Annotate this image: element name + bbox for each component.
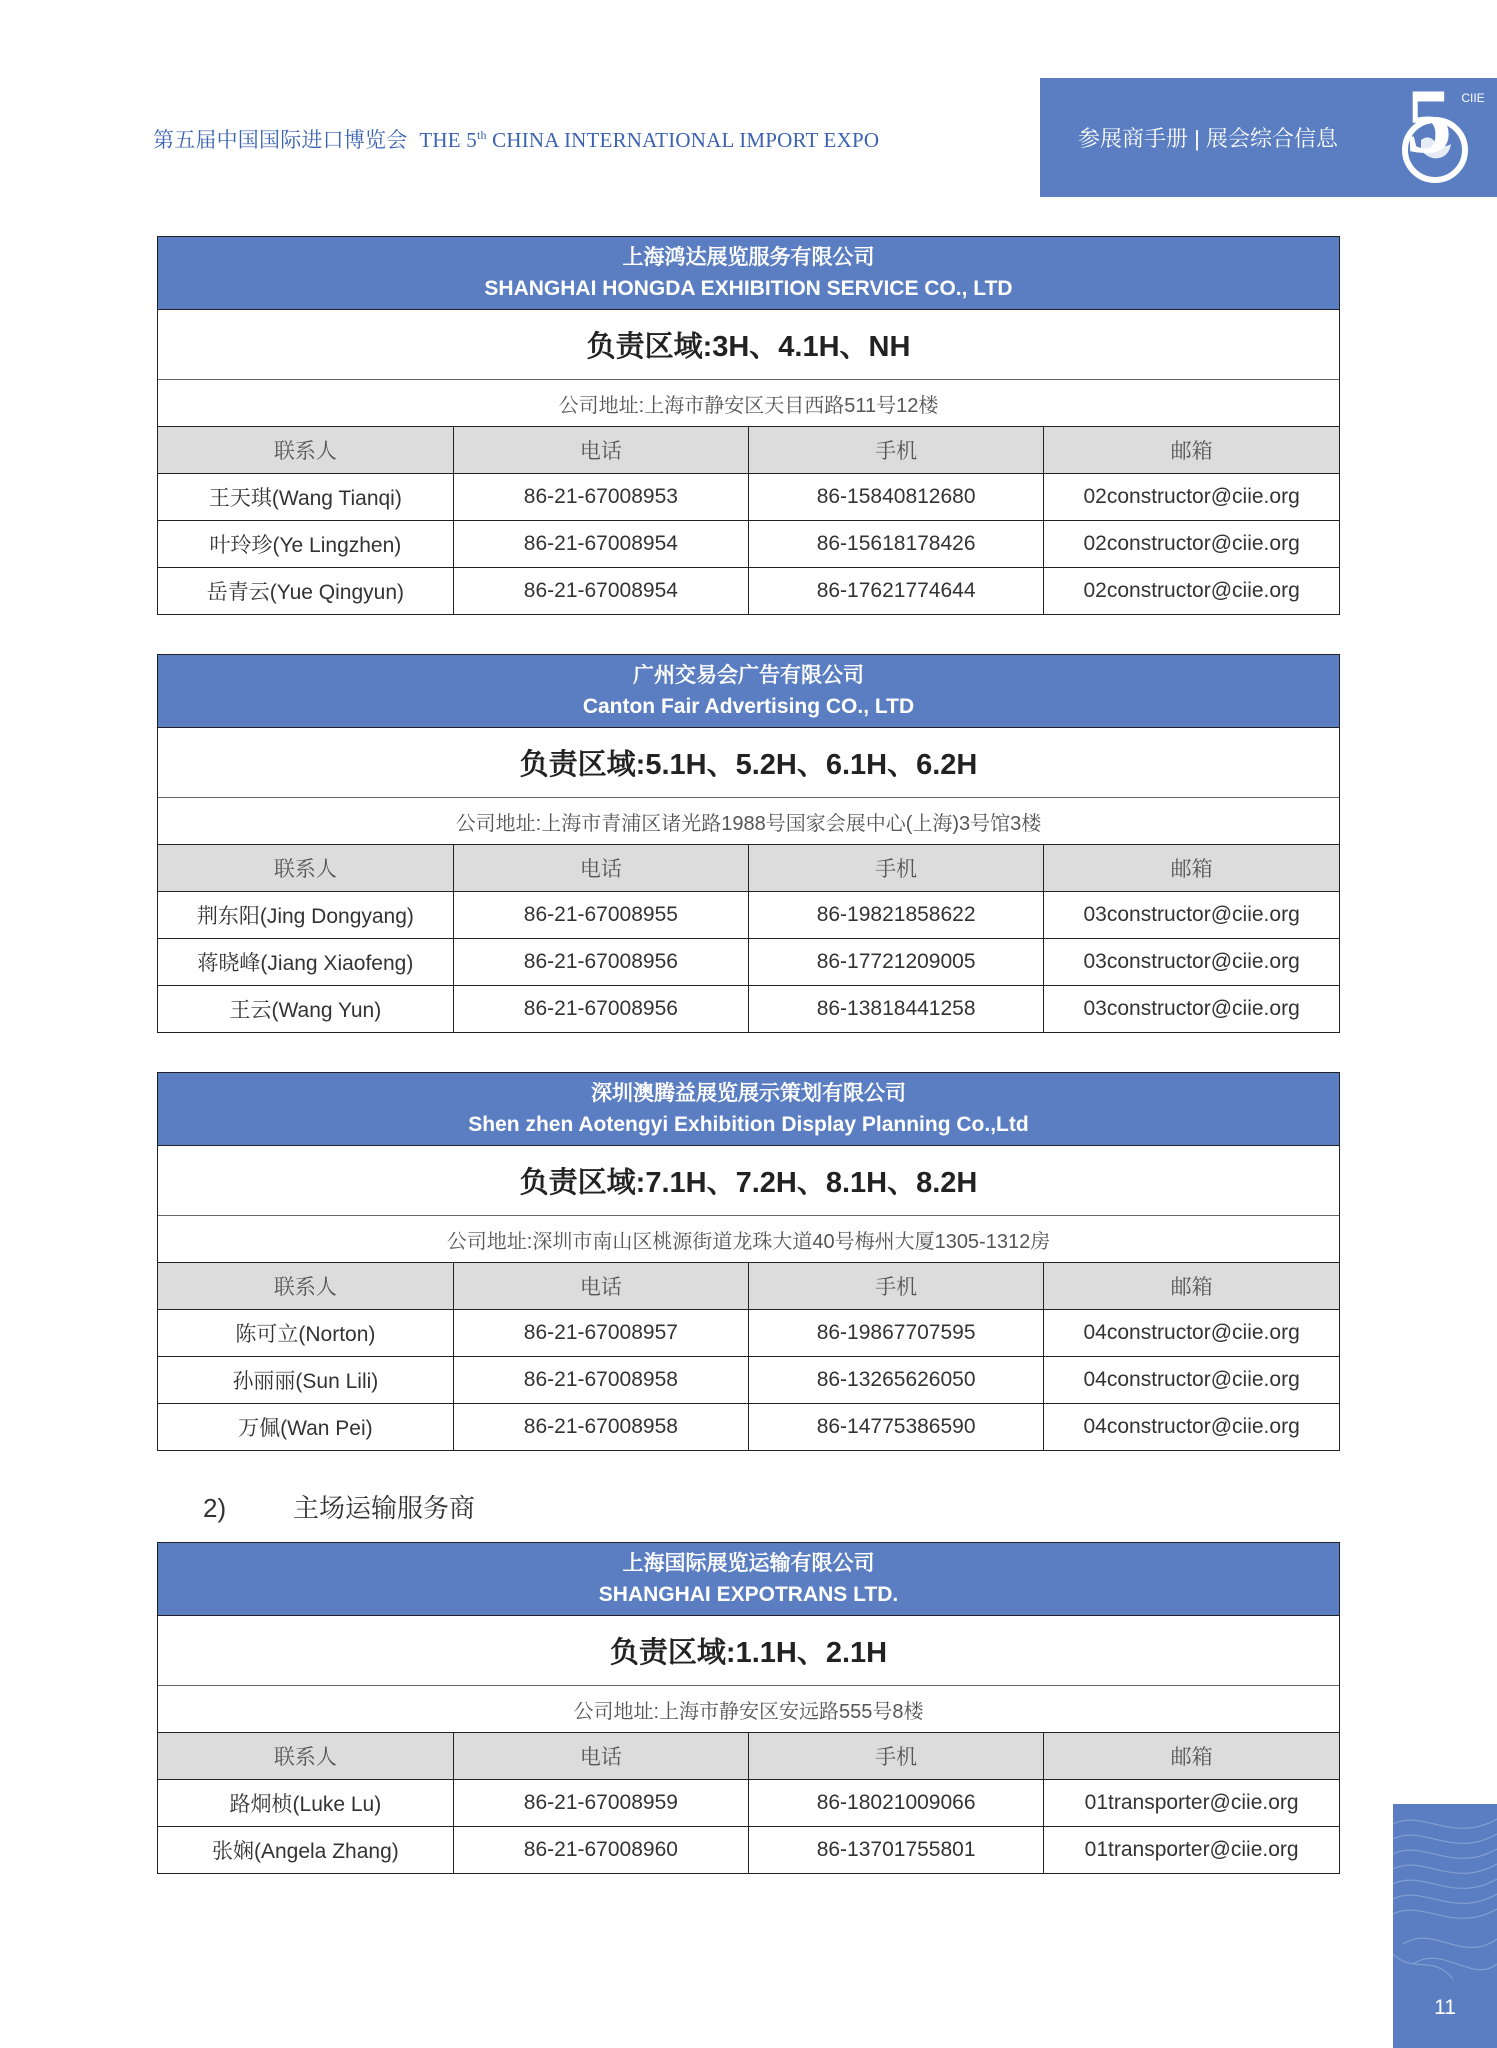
- contact-mobile: 86-18021009066: [749, 1780, 1044, 1827]
- contact-email[interactable]: 02constructor@ciie.org: [1044, 568, 1339, 615]
- ciie-logo-icon: [1377, 78, 1497, 197]
- col-mobile: 手机: [749, 845, 1044, 892]
- contacts-table: [158, 427, 1339, 614]
- col-email: 邮箱: [1044, 427, 1339, 474]
- contact-email[interactable]: 02constructor@ciie.org: [1044, 521, 1339, 568]
- company-address: 公司地址:上海市静安区安远路555号8楼: [158, 1686, 1339, 1733]
- company-card: [157, 654, 1340, 1033]
- document-header-title: [153, 124, 879, 154]
- table-row: [158, 1310, 1339, 1357]
- section-number: 2): [203, 1493, 227, 1523]
- company-address: 公司地址:上海市静安区天目西路511号12楼: [158, 380, 1339, 427]
- contact-phone: 86-21-67008956: [453, 939, 748, 986]
- company-area: 负责区域:5.1H、5.2H、6.1H、6.2H: [158, 728, 1339, 798]
- contact-phone: 86-21-67008955: [453, 892, 748, 939]
- contact-mobile: 86-15618178426: [749, 521, 1044, 568]
- col-email: 邮箱: [1044, 1733, 1339, 1780]
- table-row: [158, 568, 1339, 615]
- contact-email[interactable]: 03constructor@ciie.org: [1044, 986, 1339, 1033]
- header-en-title: THE 5th CHINA INTERNATIONAL IMPORT EXPO: [419, 128, 880, 152]
- contact-email[interactable]: 01transporter@ciie.org: [1044, 1780, 1339, 1827]
- contact-phone: 86-21-67008958: [453, 1357, 748, 1404]
- table-row: [158, 939, 1339, 986]
- col-phone: 电话: [453, 1263, 748, 1310]
- contact-mobile: 86-19867707595: [749, 1310, 1044, 1357]
- contact-phone: 86-21-67008954: [453, 521, 748, 568]
- contact-mobile: 86-15840812680: [749, 474, 1044, 521]
- company-name-cn: 深圳澳腾益展览展示策划有限公司: [591, 1082, 906, 1105]
- contact-email[interactable]: 04constructor@ciie.org: [1044, 1404, 1339, 1451]
- table-row: [158, 1404, 1339, 1451]
- contact-phone: 86-21-67008957: [453, 1310, 748, 1357]
- col-mobile: 手机: [749, 1263, 1044, 1310]
- contact-name: 万佩(Wan Pei): [158, 1404, 453, 1451]
- col-phone: 电话: [453, 845, 748, 892]
- company-card: [157, 236, 1340, 615]
- contact-mobile: 86-17621774644: [749, 568, 1044, 615]
- contacts-table: [158, 845, 1339, 1032]
- table-header-row: [158, 845, 1339, 892]
- table-row: [158, 1357, 1339, 1404]
- company-name-en: SHANGHAI EXPOTRANS LTD.: [598, 1583, 899, 1606]
- contact-mobile: 86-13265626050: [749, 1357, 1044, 1404]
- company-name-cn: 上海鸿达展览服务有限公司: [622, 246, 875, 269]
- header-section-title: 参展商手册 | 展会综合信息: [1078, 126, 1338, 151]
- section-heading: [203, 1488, 475, 1525]
- contact-mobile: 86-14775386590: [749, 1404, 1044, 1451]
- company-name-en: SHANGHAI HONGDA EXHIBITION SERVICE CO., LTD: [484, 277, 1013, 300]
- company-name: [158, 1073, 1339, 1146]
- company-name: [158, 655, 1339, 728]
- page-number: 11: [1434, 1996, 1456, 2019]
- contact-phone: 86-21-67008954: [453, 568, 748, 615]
- company-name-en: Canton Fair Advertising CO., LTD: [582, 695, 915, 718]
- contact-name: 岳青云(Yue Qingyun): [158, 568, 453, 615]
- contact-mobile: 86-17721209005: [749, 939, 1044, 986]
- col-contact: 联系人: [158, 1733, 453, 1780]
- contact-phone: 86-21-67008959: [453, 1780, 748, 1827]
- company-area: 负责区域:1.1H、2.1H: [158, 1616, 1339, 1686]
- contact-name: 孙丽丽(Sun Lili): [158, 1357, 453, 1404]
- col-contact: 联系人: [158, 1263, 453, 1310]
- company-address: 公司地址:深圳市南山区桃源街道龙珠大道40号梅州大厦1305-1312房: [158, 1216, 1339, 1263]
- table-header-row: [158, 1733, 1339, 1780]
- company-name-en: Shen zhen Aotengyi Exhibition Display Planning Co.,Ltd: [468, 1113, 1029, 1136]
- company-name: [158, 1543, 1339, 1616]
- col-email: 邮箱: [1044, 1263, 1339, 1310]
- contact-phone: 86-21-67008956: [453, 986, 748, 1033]
- company-card: [157, 1542, 1340, 1874]
- col-mobile: 手机: [749, 1733, 1044, 1780]
- col-contact: 联系人: [158, 845, 453, 892]
- contact-email[interactable]: 02constructor@ciie.org: [1044, 474, 1339, 521]
- contact-name: 蒋晓峰(Jiang Xiaofeng): [158, 939, 453, 986]
- contacts-table: [158, 1263, 1339, 1450]
- contact-name: 张娴(Angela Zhang): [158, 1827, 453, 1874]
- company-card: [157, 1072, 1340, 1451]
- table-row: [158, 1827, 1339, 1874]
- header-section-box: [1040, 78, 1497, 197]
- contact-email[interactable]: 04constructor@ciie.org: [1044, 1357, 1339, 1404]
- contact-name: 陈可立(Norton): [158, 1310, 453, 1357]
- table-row: [158, 1780, 1339, 1827]
- company-area: 负责区域:7.1H、7.2H、8.1H、8.2H: [158, 1146, 1339, 1216]
- section-title: 主场运输服务商: [293, 1493, 476, 1523]
- contact-phone: 86-21-67008960: [453, 1827, 748, 1874]
- table-row: [158, 521, 1339, 568]
- col-phone: 电话: [453, 1733, 748, 1780]
- company-area: 负责区域:3H、4.1H、NH: [158, 310, 1339, 380]
- col-mobile: 手机: [749, 427, 1044, 474]
- table-row: [158, 892, 1339, 939]
- table-header-row: [158, 1263, 1339, 1310]
- contact-mobile: 86-13701755801: [749, 1827, 1044, 1874]
- contact-mobile: 86-13818441258: [749, 986, 1044, 1033]
- contact-email[interactable]: 04constructor@ciie.org: [1044, 1310, 1339, 1357]
- logo-text: CIIE: [1461, 91, 1485, 105]
- col-email: 邮箱: [1044, 845, 1339, 892]
- company-name-cn: 广州交易会广告有限公司: [633, 664, 864, 687]
- col-phone: 电话: [453, 427, 748, 474]
- contact-email[interactable]: 03constructor@ciie.org: [1044, 939, 1339, 986]
- company-name: [158, 237, 1339, 310]
- table-header-row: [158, 427, 1339, 474]
- contact-email[interactable]: 03constructor@ciie.org: [1044, 892, 1339, 939]
- contacts-table: [158, 1733, 1339, 1873]
- company-address: 公司地址:上海市青浦区诸光路1988号国家会展中心(上海)3号馆3楼: [158, 798, 1339, 845]
- logo-numeral: 5: [1406, 78, 1452, 172]
- page-corner-decoration: [1393, 1804, 1497, 2048]
- contact-mobile: 86-19821858622: [749, 892, 1044, 939]
- table-row: [158, 474, 1339, 521]
- contact-name: 路炯桢(Luke Lu): [158, 1780, 453, 1827]
- contact-name: 荆东阳(Jing Dongyang): [158, 892, 453, 939]
- header-cn-title: 第五届中国国际进口博览会: [153, 128, 408, 152]
- table-row: [158, 986, 1339, 1033]
- company-name-cn: 上海国际展览运输有限公司: [622, 1552, 875, 1575]
- contact-name: 叶玲珍(Ye Lingzhen): [158, 521, 453, 568]
- contact-email[interactable]: 01transporter@ciie.org: [1044, 1827, 1339, 1874]
- contact-name: 王云(Wang Yun): [158, 986, 453, 1033]
- contact-phone: 86-21-67008953: [453, 474, 748, 521]
- contact-name: 王天琪(Wang Tianqi): [158, 474, 453, 521]
- col-contact: 联系人: [158, 427, 453, 474]
- contact-phone: 86-21-67008958: [453, 1404, 748, 1451]
